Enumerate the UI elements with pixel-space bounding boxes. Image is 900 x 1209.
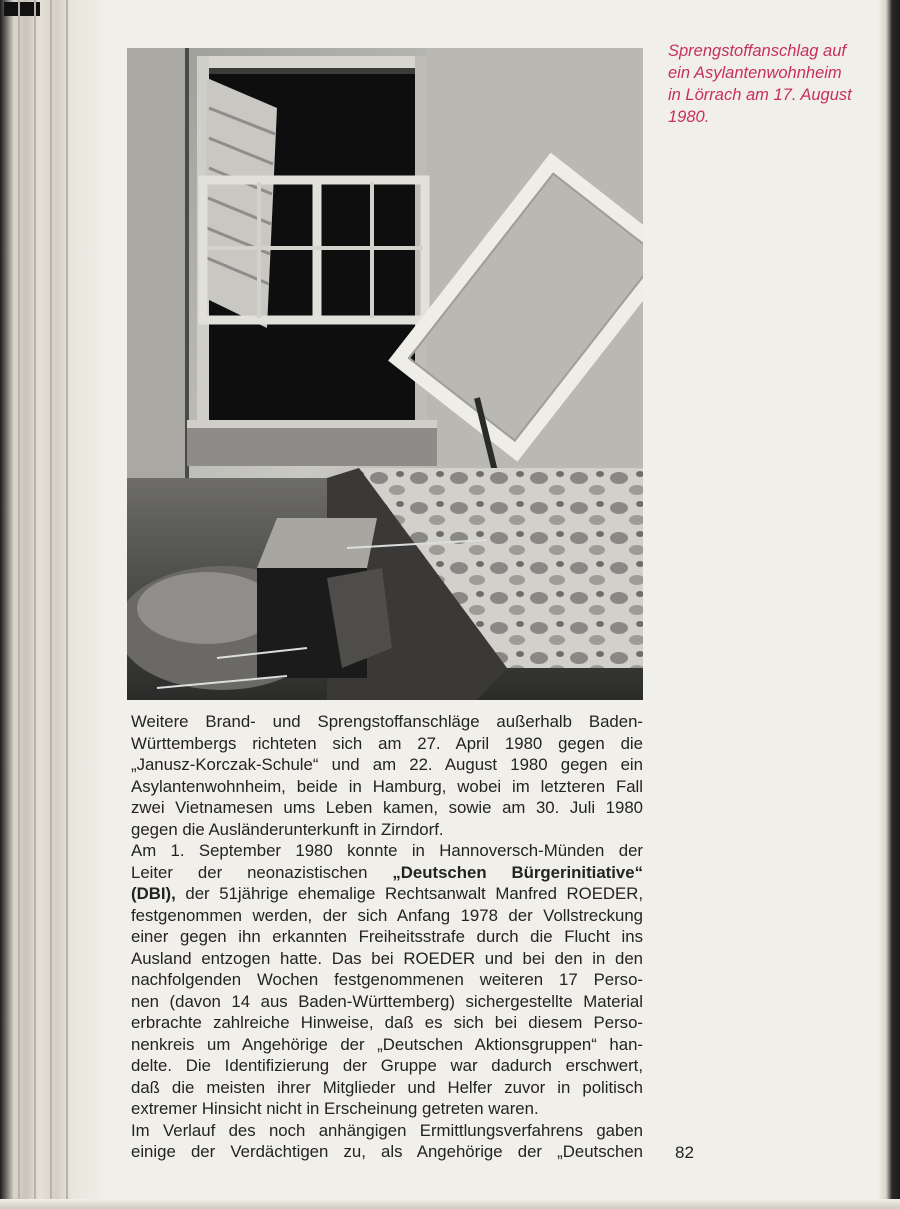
page-bottom-edge	[0, 1199, 900, 1209]
page-right-edge	[878, 0, 900, 1209]
body-text-line	[131, 926, 643, 948]
body-text-line	[131, 1098, 643, 1120]
text-span: Am 1. September 1980 konnte in Hannoversch-Münden der	[131, 841, 643, 860]
body-text-line	[131, 905, 643, 927]
body-text-line	[131, 1055, 643, 1077]
caption-line: in Lörrach am 17. August	[668, 86, 852, 104]
text-span: Im Verlauf des noch anhängigen Ermittlungsverfahrens gaben	[131, 1120, 643, 1140]
text-span: zwei Vietnamesen ums Leben kamen, sowie am 30. Juli 1980	[131, 798, 643, 817]
page-number: 82	[675, 1143, 694, 1162]
text-span: der 51jährige ehemalige Rechtsanwalt Manfred ROEDER,	[175, 884, 643, 903]
caption-line: ein Asylantenwohnheim	[668, 64, 842, 82]
body-text-line	[131, 1012, 643, 1034]
text-span: „Janusz-Korczak-Schule“ und am 22. August 1980 gegen ein	[131, 755, 643, 774]
body-text-line	[131, 969, 643, 991]
body-text-line	[131, 1034, 643, 1056]
body-text-line	[131, 991, 643, 1013]
body-text-line	[131, 1120, 643, 1142]
caption-line: Sprengstoffanschlag auf	[668, 42, 846, 60]
text-span: daß die meisten ihrer Mitglieder und Helfer zuvor in politisch	[131, 1077, 643, 1097]
body-text	[131, 711, 643, 1163]
text-span: delte. Die Identifizierung der Gruppe war dadurch erschwert,	[131, 1056, 643, 1075]
text-span: einer gegen ihn erkannten Freiheitsstrafe durch die Flucht ins	[131, 927, 643, 946]
bold-text: (DBI),	[131, 884, 176, 903]
text-span: festgenommen werden, der sich Anfang 1978 der Vollstreckung	[131, 905, 643, 925]
binding-stripe	[18, 0, 20, 1209]
book-binding	[0, 0, 100, 1209]
text-span: nenkreis um Angehörige der „Deutschen Aktionsgruppen“ han-	[131, 1034, 643, 1054]
binding-stripe	[34, 0, 36, 1209]
text-span: erbrachte zahlreiche Hinweise, daß es sich bei diesem Perso-	[131, 1013, 643, 1032]
text-span: Ausland entzogen hatte. Das bei ROEDER und bei den in den	[131, 948, 643, 968]
text-span: Asylantenwohnheim, beide in Hamburg, wobei im letzteren Fall	[131, 776, 643, 796]
text-span: nachfolgenden Wochen festgenommenen weiteren 17 Perso-	[131, 970, 643, 989]
caption-line: 1980.	[668, 108, 710, 126]
text-span: Württembergs richteten sich am 27. April 1980 gegen die	[131, 733, 643, 753]
body-text-line	[131, 948, 643, 970]
body-text-line	[131, 1077, 643, 1099]
body-text-line	[131, 840, 643, 862]
text-span: Weitere Brand- und Sprengstoffanschläge außerhalb Baden-	[131, 712, 643, 731]
body-text-line	[131, 711, 643, 733]
body-text-line	[131, 1141, 643, 1163]
body-text-line	[131, 754, 643, 776]
text-span: gegen die Ausländerunterkunft in Zirndorf.	[131, 819, 444, 839]
text-span: nen (davon 14 aus Baden-Württemberg) sichergestellte Material	[131, 991, 643, 1011]
text-span: extremer Hinsicht nicht in Erscheinung getreten waren.	[131, 1099, 539, 1118]
photo-illustration	[127, 48, 643, 700]
body-text-line	[131, 862, 643, 884]
body-text-line	[131, 819, 643, 841]
text-span: einige der Verdächtigen zu, als Angehörige der „Deutschen	[131, 1142, 643, 1161]
binding-stripe	[66, 0, 68, 1209]
text-span: Leiter der neonazistischen	[131, 862, 393, 882]
body-text-line	[131, 883, 643, 905]
binding-stripe	[50, 0, 52, 1209]
body-text-line	[131, 776, 643, 798]
bold-text: „Deutschen Bürgerinitiative“	[392, 862, 643, 882]
photo-caption	[668, 40, 873, 128]
damaged-room-photo	[127, 48, 643, 700]
body-text-line	[131, 733, 643, 755]
body-text-line	[131, 797, 643, 819]
